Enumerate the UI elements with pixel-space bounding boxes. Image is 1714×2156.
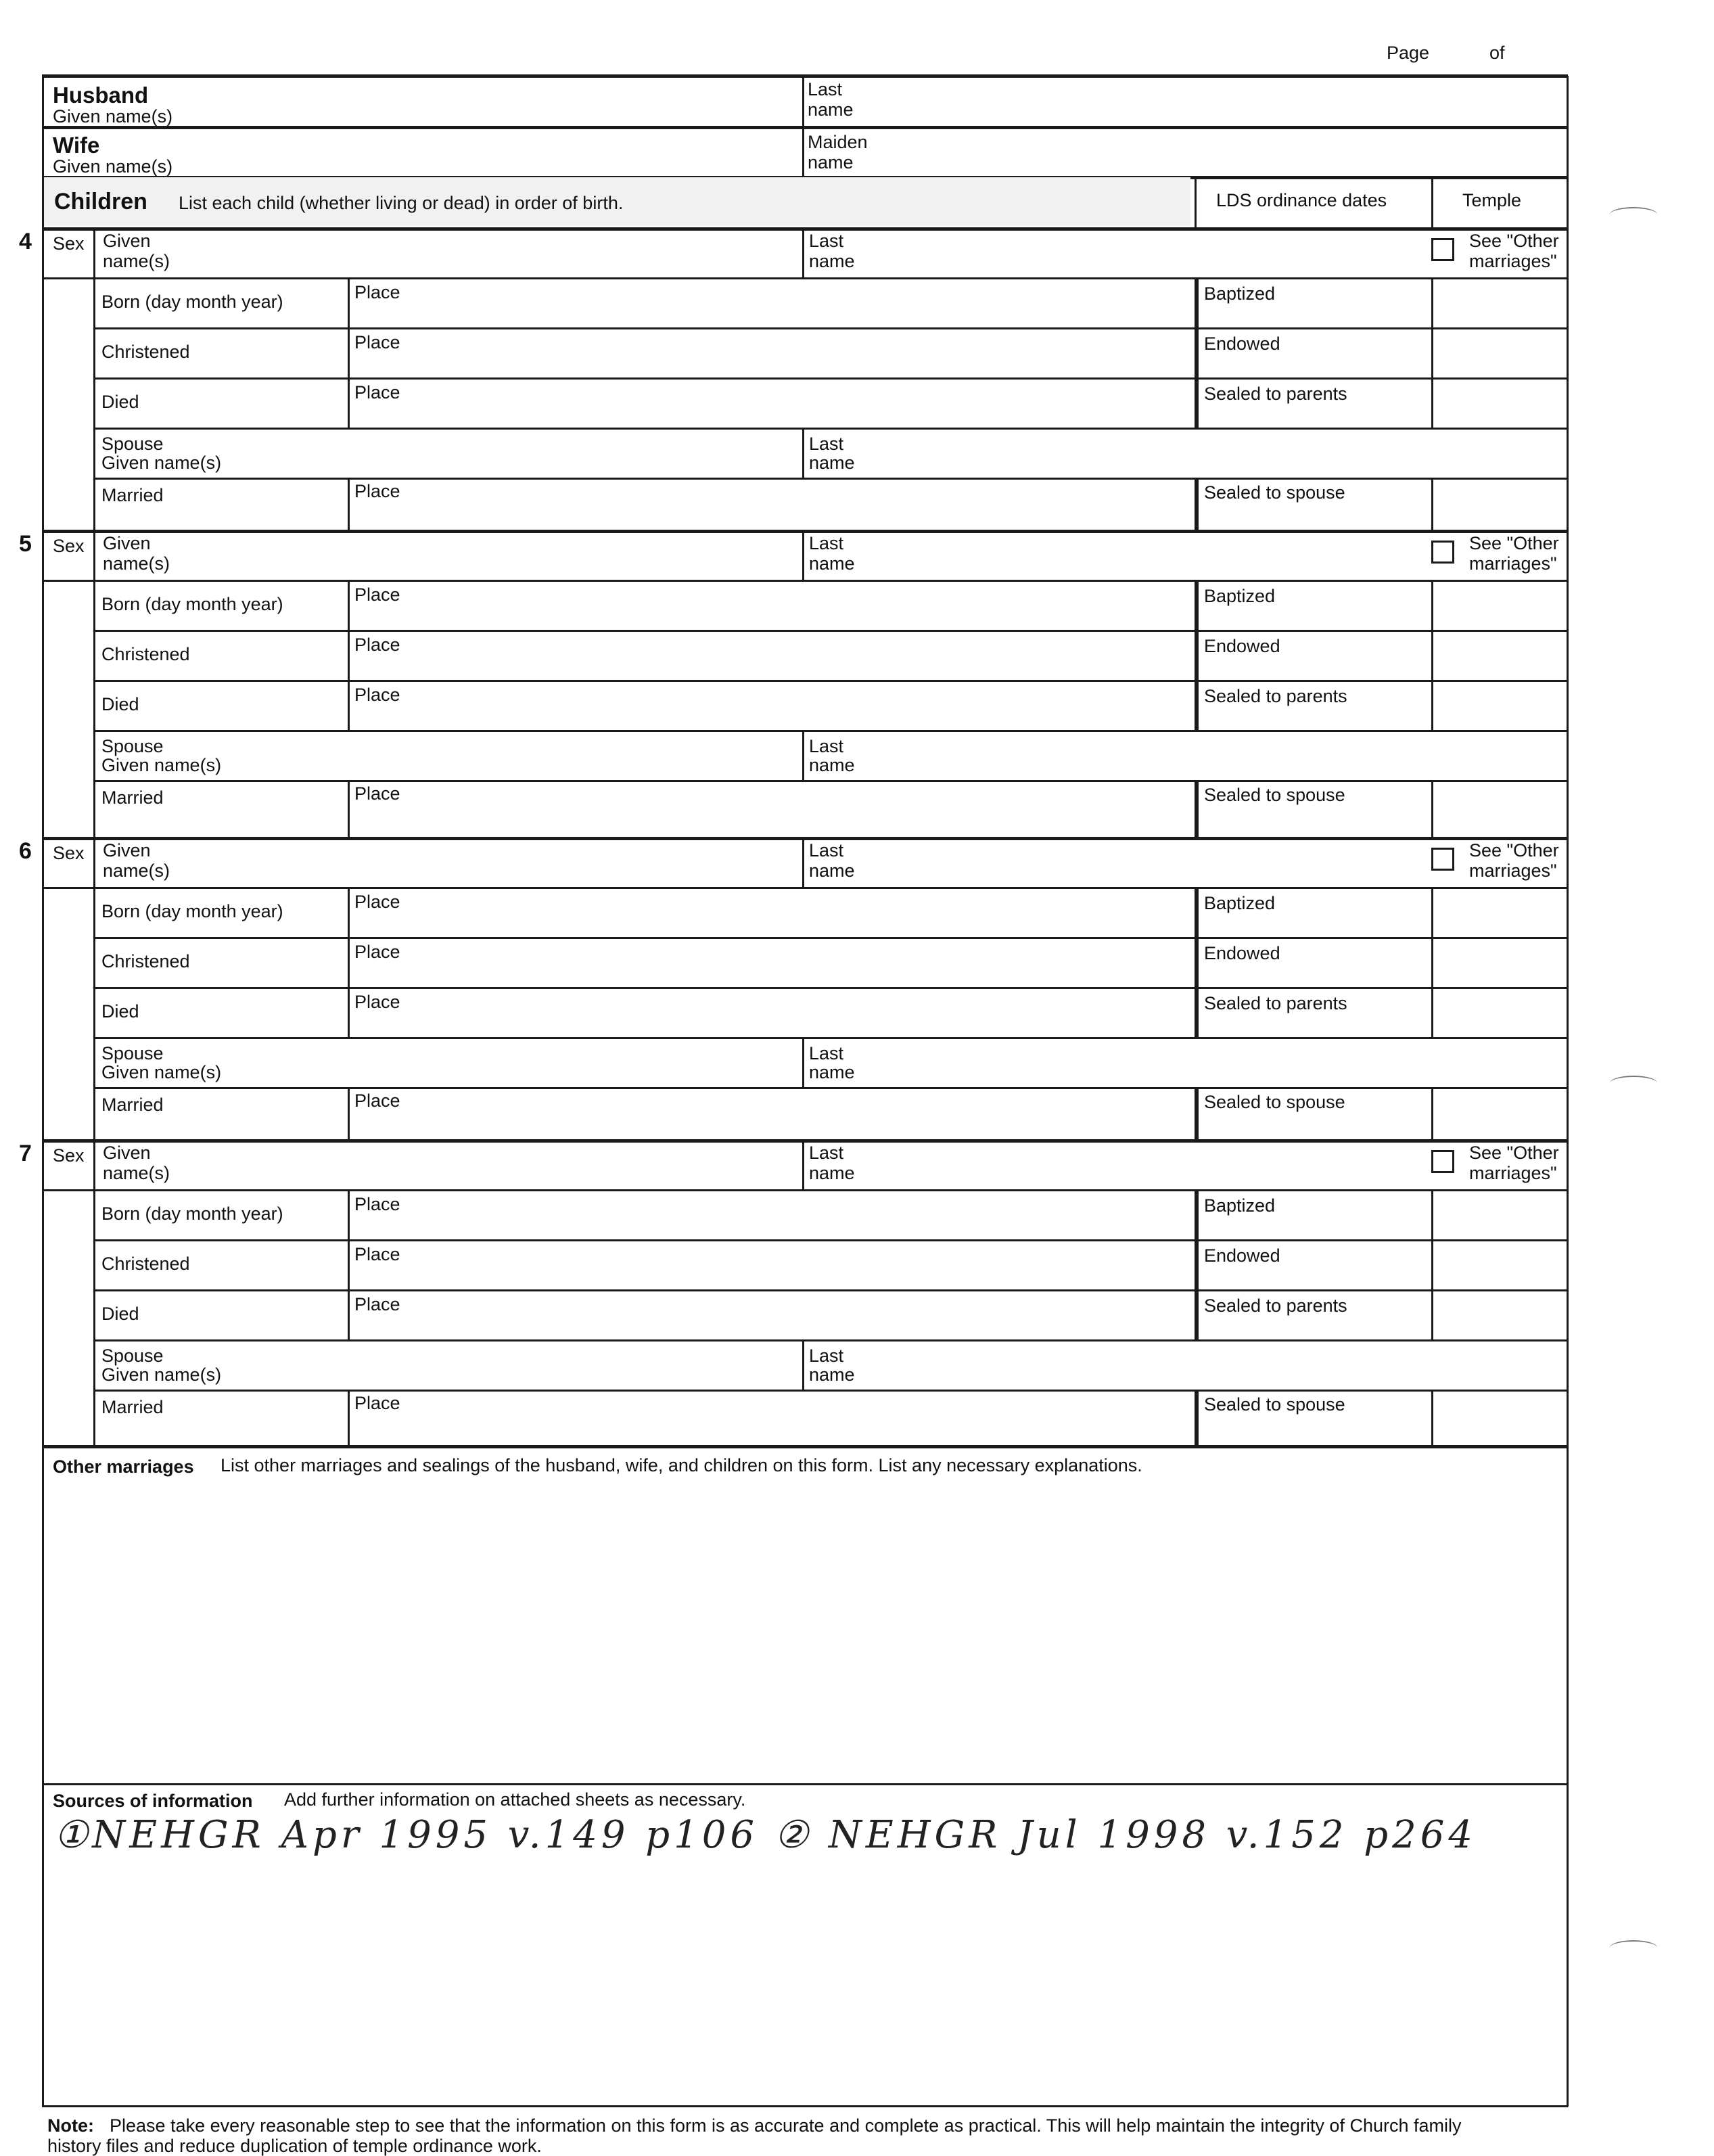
sex-divider (93, 1139, 95, 1189)
child-inner-left-border (93, 277, 95, 530)
temple-divider (1431, 987, 1433, 1037)
born-ordinance-label: Baptized (1204, 283, 1276, 304)
born-ordinance-label: Baptized (1204, 893, 1276, 913)
child-last-label: Last (809, 840, 844, 861)
spouse-last-label: Last (809, 1043, 844, 1063)
spouse-row-border (93, 1390, 1568, 1392)
spouse-given-label: Given name(s) (101, 1364, 222, 1385)
born-label: Born (day month year) (101, 292, 283, 312)
lds-divider (1195, 680, 1199, 730)
married-label: Married (101, 787, 164, 808)
child-number: 5 (19, 531, 32, 557)
place-divider (348, 1289, 350, 1339)
sealed-to-spouse-label: Sealed to spouse (1204, 482, 1345, 503)
form-right-border (1567, 76, 1569, 2107)
married-place-label: Place (354, 1091, 400, 1111)
child-block-border (42, 530, 1568, 533)
sources-handwritten-entry[interactable]: ①NEHGR Apr 1995 v.149 p106 ② NEHGR Jul 1998 v.152 p264 (54, 1813, 1477, 1857)
name-divider (802, 837, 804, 887)
born-place-label: Place (354, 584, 400, 605)
temple-divider (1431, 580, 1433, 630)
see-other-marriages-checkbox[interactable] (1431, 1150, 1454, 1173)
name-row-border (42, 580, 1568, 582)
form-left-border (42, 76, 44, 2107)
name-divider (802, 530, 804, 580)
spouse-label: Spouse (101, 1043, 164, 1063)
child-given-label: Given (103, 1143, 151, 1163)
child-last-label-2: name (809, 1163, 855, 1183)
wife-given-label: Given name(s) (53, 156, 173, 177)
child-last-label-2: name (809, 251, 855, 271)
born-ordinance-label: Baptized (1204, 586, 1276, 606)
child-given-label-2: name(s) (103, 861, 170, 881)
see-other-marriages-checkbox[interactable] (1431, 541, 1454, 564)
children-title: Children (54, 189, 147, 214)
name-divider (802, 1139, 804, 1189)
child-block-border (42, 1139, 1568, 1143)
place-divider (348, 1087, 350, 1139)
name-row-border (42, 887, 1568, 889)
child-number: 4 (19, 229, 32, 254)
child-inner-left-border (93, 1189, 95, 1446)
event-row-border (93, 327, 1568, 329)
event-row-border (93, 1037, 1568, 1039)
died-label: Died (101, 392, 139, 412)
children-bottom-border (42, 1445, 1568, 1448)
child-given-label: Given (103, 840, 151, 861)
born-label: Born (day month year) (101, 594, 283, 614)
see-other-marriages-label-2: marriages" (1469, 1163, 1557, 1183)
child-last-label-2: name (809, 861, 855, 881)
child-block-border (42, 837, 1568, 840)
place-divider (348, 580, 350, 630)
note-line-2: history files and reduce duplication of temple ordinance work. (47, 2136, 542, 2156)
born-place-label: Place (354, 892, 400, 912)
lds-divider (1195, 1239, 1199, 1289)
married-place-label: Place (354, 481, 400, 501)
died-place-label: Place (354, 1294, 400, 1314)
christened-label: Christened (101, 1254, 190, 1274)
event-row-border (93, 1239, 1568, 1241)
christened-ordinance-label: Endowed (1204, 334, 1280, 354)
see-other-marriages-label: See "Other (1469, 840, 1559, 861)
event-row-border (93, 680, 1568, 682)
wife-maiden-label-2: name (808, 152, 854, 173)
temple-header-divider (1431, 177, 1433, 227)
child-sex-label: Sex (53, 233, 85, 254)
married-place-label: Place (354, 783, 400, 804)
spouse-divider (802, 1037, 804, 1087)
see-other-marriages-label: See "Other (1469, 1143, 1559, 1163)
child-last-label: Last (809, 1143, 844, 1163)
spouse-last-label-2: name (809, 1062, 855, 1082)
child-given-label: Given (103, 231, 151, 251)
lds-divider (1195, 937, 1199, 987)
spouse-divider (802, 1339, 804, 1390)
died-ordinance-label: Sealed to parents (1204, 686, 1347, 706)
event-row-border (93, 730, 1568, 732)
temple-divider (1431, 478, 1433, 530)
spouse-label: Spouse (101, 434, 164, 454)
christened-label: Christened (101, 342, 190, 362)
sealed-to-spouse-label: Sealed to spouse (1204, 1092, 1345, 1112)
binder-hole-mark (1610, 1076, 1657, 1091)
died-label: Died (101, 694, 139, 714)
temple-divider (1431, 680, 1433, 730)
name-divider (802, 227, 804, 277)
other-marriages-title: Other marriages (53, 1457, 194, 1477)
born-place-label: Place (354, 1194, 400, 1214)
christened-ordinance-label: Endowed (1204, 636, 1280, 656)
lds-divider (1195, 327, 1199, 377)
form-bottom-border (42, 2105, 1568, 2107)
husband-last-label-2: name (808, 99, 854, 120)
sex-divider (93, 837, 95, 887)
married-label: Married (101, 1397, 164, 1417)
child-last-label: Last (809, 231, 844, 251)
spouse-last-label: Last (809, 1346, 844, 1366)
spouse-last-label: Last (809, 736, 844, 756)
spouse-given-label: Given name(s) (101, 755, 222, 775)
christened-ordinance-label: Endowed (1204, 1245, 1280, 1266)
temple-divider (1431, 1390, 1433, 1446)
binder-hole-mark (1610, 207, 1657, 222)
place-divider (348, 1189, 350, 1239)
place-divider (348, 377, 350, 428)
children-instruction: List each child (whether living or dead) in order of birth. (179, 193, 624, 213)
spouse-last-label-2: name (809, 453, 855, 473)
christened-ordinance-label: Endowed (1204, 943, 1280, 963)
child-sex-label: Sex (53, 843, 85, 863)
spouse-divider (802, 428, 804, 478)
event-row-border (93, 1289, 1568, 1291)
form-top-border (42, 74, 1568, 78)
sex-divider (93, 530, 95, 580)
lds-divider (1195, 780, 1199, 837)
spouse-last-label-2: name (809, 1364, 855, 1385)
christened-label: Christened (101, 951, 190, 971)
place-divider (348, 1390, 350, 1446)
born-label: Born (day month year) (101, 1203, 283, 1224)
lds-divider (1195, 987, 1199, 1037)
sex-divider (93, 227, 95, 277)
sealed-to-spouse-label: Sealed to spouse (1204, 785, 1345, 805)
lds-ordinance-dates-label: LDS ordinance dates (1216, 190, 1387, 210)
sealed-to-spouse-label: Sealed to spouse (1204, 1394, 1345, 1415)
lds-divider (1195, 887, 1199, 937)
place-divider (348, 277, 350, 327)
see-other-marriages-label: See "Other (1469, 533, 1559, 553)
binder-hole-mark (1610, 1940, 1657, 1955)
place-divider (348, 987, 350, 1037)
husband-title: Husband (53, 83, 149, 108)
child-inner-left-border (93, 887, 95, 1139)
child-given-label-2: name(s) (103, 553, 170, 574)
see-other-marriages-label: See "Other (1469, 231, 1559, 251)
sources-title: Sources of information (53, 1791, 253, 1811)
died-label: Died (101, 1001, 139, 1022)
name-row-border (42, 277, 1568, 279)
married-place-label: Place (354, 1393, 400, 1413)
husband-given-label: Given name(s) (53, 106, 173, 127)
spouse-label: Spouse (101, 1346, 164, 1366)
temple-divider (1431, 630, 1433, 680)
died-label: Died (101, 1304, 139, 1324)
other-marriages-bottom-border (42, 1783, 1568, 1785)
place-divider (348, 937, 350, 987)
temple-divider (1431, 1087, 1433, 1139)
temple-divider (1431, 887, 1433, 937)
spouse-divider (802, 730, 804, 780)
spouse-given-label: Given name(s) (101, 453, 222, 473)
temple-divider (1431, 937, 1433, 987)
event-row-border (93, 630, 1568, 632)
spouse-row-border (93, 478, 1568, 480)
died-ordinance-label: Sealed to parents (1204, 993, 1347, 1013)
lds-divider (1195, 478, 1199, 530)
died-ordinance-label: Sealed to parents (1204, 1295, 1347, 1316)
temple-divider (1431, 327, 1433, 377)
temple-divider (1431, 1289, 1433, 1339)
child-given-label-2: name(s) (103, 251, 170, 271)
born-ordinance-label: Baptized (1204, 1195, 1276, 1216)
lds-divider (1195, 1189, 1199, 1239)
temple-divider (1431, 277, 1433, 327)
died-place-label: Place (354, 992, 400, 1012)
spouse-last-label: Last (809, 434, 844, 454)
lds-divider (1195, 1087, 1199, 1139)
died-place-label: Place (354, 382, 400, 403)
lds-divider (1195, 1390, 1199, 1446)
place-divider (348, 780, 350, 837)
event-row-border (93, 987, 1568, 989)
child-sex-label: Sex (53, 536, 85, 556)
husband-last-label: Last (808, 79, 843, 99)
child-given-label-2: name(s) (103, 1163, 170, 1183)
temple-divider (1431, 780, 1433, 837)
wife-maiden-label: Maiden (808, 132, 868, 152)
christened-label: Christened (101, 644, 190, 664)
note-line-1: Please take every reasonable step to see that the information on this form is as accurate and complete as practical. This will help maintain the integrity of Church family (110, 2115, 1462, 2136)
christened-place-label: Place (354, 942, 400, 962)
other-marriages-area[interactable] (54, 1486, 1562, 1776)
child-sex-label: Sex (53, 1145, 85, 1166)
page-label: Page (1387, 43, 1430, 63)
sources-instruction: Add further information on attached sheets as necessary. (284, 1789, 746, 1810)
sources-area[interactable] (54, 1874, 1562, 2090)
husband-bottom-border (42, 126, 1568, 129)
temple-label: Temple (1462, 190, 1522, 210)
christened-place-label: Place (354, 635, 400, 655)
husband-wife-divider (802, 76, 804, 177)
christened-place-label: Place (354, 332, 400, 352)
spouse-given-label: Given name(s) (101, 1062, 222, 1082)
spouse-row-border (93, 1087, 1568, 1089)
lds-divider (1195, 277, 1199, 327)
event-row-border (93, 428, 1568, 430)
event-row-border (93, 937, 1568, 939)
place-divider (348, 630, 350, 680)
lds-divider (1195, 580, 1199, 630)
child-inner-left-border (93, 580, 95, 837)
lds-divider (1195, 377, 1199, 428)
see-other-marriages-checkbox[interactable] (1431, 848, 1454, 871)
temple-divider (1431, 377, 1433, 428)
child-given-label: Given (103, 533, 151, 553)
christened-place-label: Place (354, 1244, 400, 1264)
died-place-label: Place (354, 685, 400, 705)
event-row-border (93, 377, 1568, 380)
place-divider (348, 1239, 350, 1289)
place-divider (348, 887, 350, 937)
place-divider (348, 478, 350, 530)
temple-divider (1431, 1189, 1433, 1239)
died-ordinance-label: Sealed to parents (1204, 384, 1347, 404)
married-label: Married (101, 485, 164, 505)
lds-divider (1195, 1289, 1199, 1339)
spouse-row-border (93, 780, 1568, 782)
place-divider (348, 327, 350, 377)
child-last-label: Last (809, 533, 844, 553)
of-label: of (1489, 43, 1505, 63)
wife-title: Wife (53, 133, 100, 158)
lds-divider (1195, 630, 1199, 680)
see-other-marriages-label-2: marriages" (1469, 553, 1557, 574)
see-other-marriages-label-2: marriages" (1469, 861, 1557, 881)
spouse-label: Spouse (101, 736, 164, 756)
child-number: 6 (19, 838, 32, 864)
spouse-last-label-2: name (809, 755, 855, 775)
temple-divider (1431, 1239, 1433, 1289)
see-other-marriages-label-2: marriages" (1469, 251, 1557, 271)
place-divider (348, 680, 350, 730)
see-other-marriages-checkbox[interactable] (1431, 238, 1454, 261)
married-label: Married (101, 1095, 164, 1115)
child-block-border (42, 227, 1568, 231)
name-row-border (42, 1189, 1568, 1191)
born-place-label: Place (354, 282, 400, 302)
note-label: Note: (47, 2115, 94, 2136)
born-label: Born (day month year) (101, 901, 283, 921)
child-number: 7 (19, 1141, 32, 1166)
other-marriages-instruction: List other marriages and sealings of the husband, wife, and children on this form. List any necessary explanations. (221, 1455, 1142, 1475)
lds-header-divider (1195, 177, 1197, 227)
event-row-border (93, 1339, 1568, 1341)
child-last-label-2: name (809, 553, 855, 574)
